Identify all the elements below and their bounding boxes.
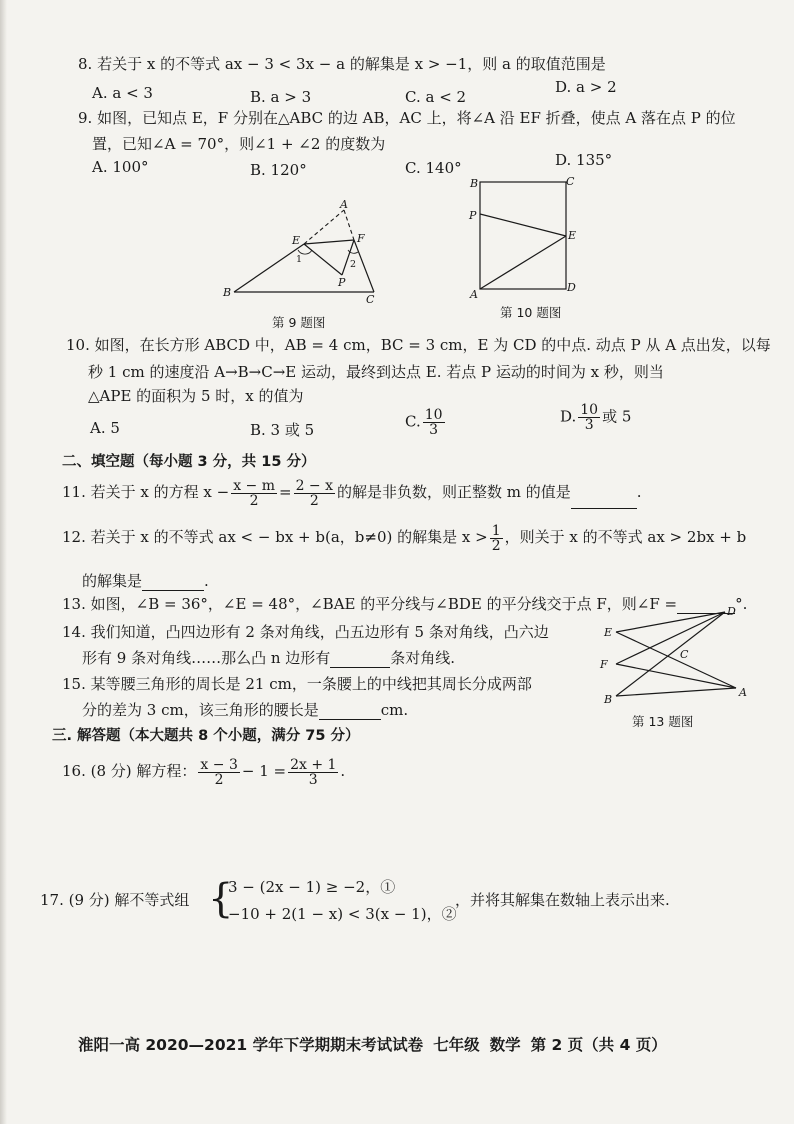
fig13-label-c: C xyxy=(680,648,689,661)
fig10-label-d: D xyxy=(567,281,576,294)
fig10-label-b: B xyxy=(470,177,479,190)
fig9-label-angle1: 1 xyxy=(296,254,303,265)
q15-line2: 分的差为 3 cm，该三角形的腰长是 cm. xyxy=(82,701,409,719)
q11-answer-blank[interactable] xyxy=(571,492,637,509)
figure-9-triangle xyxy=(220,196,390,308)
q17-row2: −10 + 2(1 − x) < 3(x − 1)，② xyxy=(228,905,457,923)
figure-13-diagram xyxy=(596,602,756,706)
fig9-label-p: P xyxy=(338,276,346,289)
q8-stem: 8. 若关于 x 的不等式 ax − 3 < 3x − a 的解集是 x > −1，则 a 的取值范围是 xyxy=(78,55,606,73)
q12-answer-blank[interactable] xyxy=(142,574,204,591)
q10-option-b: B. 3 或 5 xyxy=(250,421,315,439)
q10-line1: 10. 如图，在长方形 ABCD 中，AB = 4 cm，BC = 3 cm，E 为 CD 的中点. 动点 P 从 A 点出发，以每 xyxy=(66,336,771,354)
figure-13-caption: 第 13 题图 xyxy=(632,714,694,729)
q15-line1: 15. 某等腰三角形的周长是 21 cm，一条腰上的中线把其周长分成两部 xyxy=(62,675,532,693)
fig13-label-e: E xyxy=(604,626,613,639)
section-2-heading: 二、填空题（每小题 3 分，共 15 分） xyxy=(62,454,316,470)
q9-option-c: C. 140° xyxy=(405,159,462,177)
q12-line1: 12. 若关于 x 的不等式 ax < − bx + b(a，b≠0) 的解集是 x > $\frac{1}{2}$ ，则关于 x 的不等式 ax > 2bx + b xyxy=(62,522,747,554)
q14-line2: 形有 9 条对角线……那么凸 n 边形有 条对角线. xyxy=(82,649,456,667)
fig10-label-c: C xyxy=(566,175,575,188)
footer-subject: 数学 xyxy=(489,1036,521,1054)
q10-option-a: A. 5 xyxy=(90,419,120,437)
q10-line3: △APE 的面积为 5 时，x 的值为 xyxy=(88,387,304,405)
q9-option-b: B. 120° xyxy=(250,161,307,179)
q8-option-b: B. a > 3 xyxy=(250,88,312,106)
fig10-label-a: A xyxy=(470,288,478,301)
figure-10-rectangle xyxy=(464,174,582,304)
q9-line2: 置，已知∠A = 70°，则∠1 + ∠2 的度数为 xyxy=(92,135,386,153)
fig13-label-a: A xyxy=(739,686,747,699)
fig9-label-a: A xyxy=(340,198,348,211)
page-edge-shadow xyxy=(0,0,7,1124)
q9-option-a: A. 100° xyxy=(92,158,149,176)
q10-option-c: C. $\frac{10}{3}$ xyxy=(405,407,443,438)
figure-9-caption: 第 9 题图 xyxy=(272,315,326,330)
q11: 11. 若关于 x 的方程 x − $\frac{x - m}{2}$ = $\frac{2 - x}{2}$ 的解是非负数，则正整数 m 的值是 . xyxy=(62,477,642,509)
q8-option-d: D. a > 2 xyxy=(555,78,617,96)
figure-10-caption: 第 10 题图 xyxy=(500,305,562,320)
page-footer xyxy=(78,1033,677,1055)
fig13-label-f: F xyxy=(600,658,608,671)
fig10-label-p: P xyxy=(469,209,477,222)
q16: 16. (8 分) 解方程： $\frac{x - 3}{2}$ − 1 = $\frac{2x + 1}{3}$ . xyxy=(62,756,346,788)
fig9-label-e: E xyxy=(292,234,301,247)
fig9-label-angle2: 2 xyxy=(350,259,357,270)
q17-row1: 3 − (2x − 1) ≥ −2，① xyxy=(228,878,396,896)
fig9-label-b: B xyxy=(223,286,232,299)
q10-line2: 秒 1 cm 的速度沿 A→B→C→E 运动，最终到达点 E. 若点 P 运动的时间为 x 秒，则当 xyxy=(88,363,664,381)
q14-line1: 14. 我们知道，凸四边形有 2 条对角线，凸五边形有 5 条对角线，凸六边 xyxy=(62,623,549,641)
fig13-label-d: D xyxy=(727,605,736,618)
fig9-label-f: F xyxy=(357,232,365,245)
footer-grade: 七年级 xyxy=(433,1036,480,1054)
fig10-label-e: E xyxy=(568,229,577,242)
q10-option-d: D. $\frac{10}{3}$ 或 5 xyxy=(560,402,632,433)
q17-prefix: 17. (9 分) 解不等式组 xyxy=(40,891,190,909)
q12-line2: 的解集是 . xyxy=(82,572,209,590)
q13: 13. 如图，∠B = 36°，∠E = 48°，∠BAE 的平分线与∠BDE 的平分线交于点 F，则∠F = °. xyxy=(62,595,748,613)
q17-brace: { xyxy=(208,876,234,922)
q9-option-d: D. 135° xyxy=(555,151,613,169)
q8-option-c: C. a < 2 xyxy=(405,88,467,106)
footer-school: 淮阳一高 2020—2021 学年下学期期末考试试卷 xyxy=(78,1036,424,1054)
section-3-heading: 三. 解答题（本大题共 8 个小题，满分 75 分） xyxy=(52,728,360,744)
fig13-label-b: B xyxy=(604,693,613,706)
q8-option-a: A. a < 3 xyxy=(92,84,153,102)
q9-line1: 9. 如图，已知点 E，F 分别在△ABC 的边 AB，AC 上，将∠A 沿 EF 折叠，使点 A 落在点 P 的位 xyxy=(78,109,736,127)
fig9-label-c: C xyxy=(366,293,375,306)
q17-suffix: ，并将其解集在数轴上表示出来. xyxy=(455,891,670,909)
footer-page: 第 2 页（共 4 页） xyxy=(530,1036,667,1054)
q15-answer-blank[interactable] xyxy=(319,703,381,720)
q14-answer-blank[interactable] xyxy=(330,651,390,668)
